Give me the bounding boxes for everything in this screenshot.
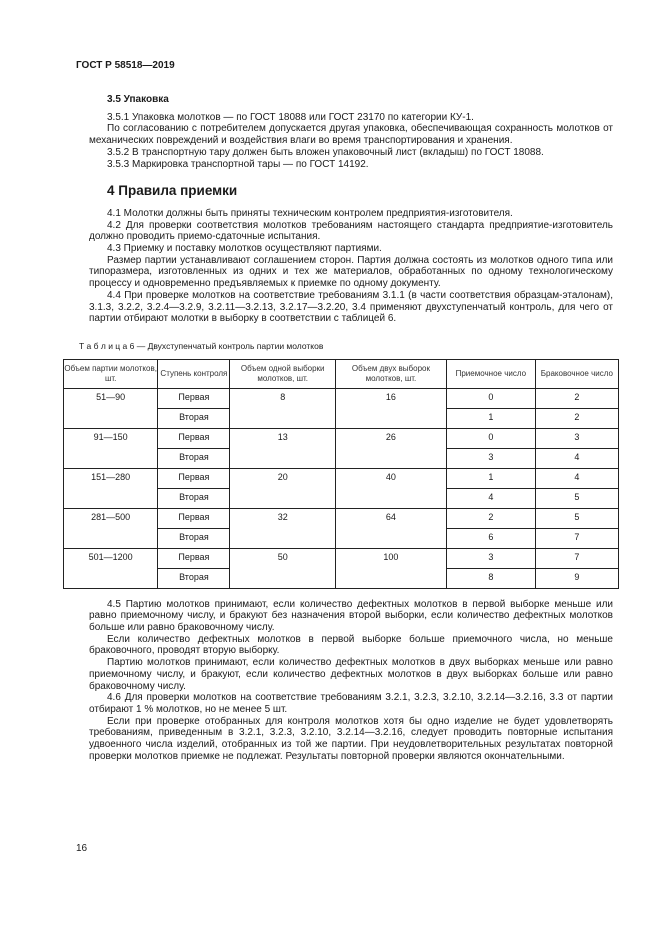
table-row <box>64 428 619 448</box>
two-samples-cell: 16 <box>335 388 446 428</box>
table-6 <box>63 359 619 589</box>
paragraph: 3.5.2 В транспортную тару должен быть вложен упаковочный лист (вкладыш) по ГОСТ 18088. <box>107 146 544 158</box>
table-caption: Т а б л и ц а 6 — Двухступенчатый контроль партии молотков <box>79 340 324 351</box>
acceptance-cell: 3 <box>446 448 535 468</box>
column-header: Объем двух выборок молотков, шт. <box>335 359 446 388</box>
rejection-cell: 4 <box>535 468 618 488</box>
stage-cell: Вторая <box>158 528 230 548</box>
lot-size-cell: 281—500 <box>64 508 158 548</box>
stage-cell: Первая <box>158 428 230 448</box>
acceptance-cell: 4 <box>446 488 535 508</box>
rejection-cell: 3 <box>535 428 618 448</box>
rejection-cell: 9 <box>535 568 618 588</box>
paragraph: 4.4 При проверке молотков на соответствие требованиям 3.1.1 (в части соответствия образцам-эталонам), 3.1.3, 3.2.2, 3.2.4—3.2.9, 3.2.11—3.2.13, 3.2.17—3.2.20, 3.4 применяют двухступенчатый контроль, для чего от партии отбирают молотки в выборку в соответствии с таблицей 6. <box>89 289 613 325</box>
paragraph: 4.2 Для проверки соответствия молотков требованиям настоящего стандарта предприятие-изготовитель должно проводить приемо-сдаточные испытания. <box>89 219 613 243</box>
stage-cell: Первая <box>158 548 230 568</box>
column-header: Объем одной выборки молотков, шт. <box>230 359 335 388</box>
paragraph: Если количество дефектных молотков в первой выборке больше приемочного числа, но меньше браковочного, проводят вторую выборку. <box>89 633 613 657</box>
two-samples-cell: 100 <box>335 548 446 588</box>
rejection-cell: 2 <box>535 408 618 428</box>
stage-cell: Первая <box>158 388 230 408</box>
page-number: 16 <box>76 843 88 854</box>
paragraph: Если при проверке отобранных для контроля молотков хотя бы одно изделие не будет удовлетворять требованиям, приведенным в 3.2.1, 3.2.3, 3.2.10, 3.2.14—3.2.16, следует проводить повторные испытания удвоенного числа изделий, отобранных из той же партии. При неудовлетворительных результатах повторной проверки молотков приемке не подлежат. Результаты повторной проверки являются окончательными. <box>89 715 613 762</box>
stage-cell: Вторая <box>158 568 230 588</box>
column-header: Ступень контроля <box>158 359 230 388</box>
paragraph: 4.6 Для проверки молотков на соответствие требованиям 3.2.1, 3.2.3, 3.2.10, 3.2.14—3.2.16, 3.3 от партии отбирают 1 % молотков, но не менее 5 шт. <box>89 692 613 715</box>
paragraph: Размер партии устанавливают соглашением сторон. Партия должна состоять из молотков одного типа или типоразмера, изготовленных из одних и тех же материалов, обработанных по одному технологическому процессу и одновременно предъявляемых к приемке по одному документу. <box>89 254 613 290</box>
table-header-row <box>64 359 619 388</box>
stage-cell: Вторая <box>158 488 230 508</box>
one-sample-cell: 13 <box>230 428 335 468</box>
rejection-cell: 2 <box>535 388 618 408</box>
paragraph: По согласованию с потребителем допускается другая упаковка, обеспечивающая сохранность молотков от механических повреждений и воздействия влаги во время транспортирования и хранения. <box>89 123 613 147</box>
paragraph: 4.5 Партию молотков принимают, если количество дефектных молотков в первой выборке меньше или равно приемочному числу, и бракуют без назначения второй выборки, если количество дефектных молотков больше или равно браковочному числу. <box>89 598 613 634</box>
stage-cell: Первая <box>158 468 230 488</box>
acceptance-cell: 1 <box>446 408 535 428</box>
acceptance-cell: 2 <box>446 508 535 528</box>
paragraph: Партию молотков принимают, если количество дефектных молотков в двух выборках меньше или равно приемочному числу, и бракуют, если количество дефектных молотков в двух выборках больше или равно браковочному числу. <box>89 657 613 692</box>
rejection-cell: 7 <box>535 548 618 568</box>
table-row <box>64 508 619 528</box>
one-sample-cell: 32 <box>230 508 335 548</box>
document-header: ГОСТ Р 58518—2019 <box>76 60 175 71</box>
acceptance-cell: 3 <box>446 548 535 568</box>
two-samples-cell: 40 <box>335 468 446 508</box>
column-header: Браковочное число <box>535 359 618 388</box>
column-header: Объем партии молотков, шт. <box>64 359 158 388</box>
two-samples-cell: 26 <box>335 428 446 468</box>
acceptance-cell: 0 <box>446 388 535 408</box>
table-row <box>64 388 619 408</box>
rejection-cell: 4 <box>535 448 618 468</box>
rejection-cell: 5 <box>535 508 618 528</box>
stage-cell: Вторая <box>158 448 230 468</box>
page-content <box>64 94 613 763</box>
lot-size-cell: 501—1200 <box>64 548 158 588</box>
section-4-title: 4 Правила приемки <box>107 183 238 199</box>
acceptance-cell: 6 <box>446 528 535 548</box>
two-samples-cell: 64 <box>335 508 446 548</box>
stage-cell: Вторая <box>158 408 230 428</box>
column-header: Приемочное число <box>446 359 535 388</box>
paragraph: 4.1 Молотки должны быть приняты техническим контролем предприятия-изготовителя. <box>107 207 513 219</box>
table-row <box>64 548 619 568</box>
acceptance-cell: 8 <box>446 568 535 588</box>
acceptance-cell: 1 <box>446 468 535 488</box>
lot-size-cell: 151—280 <box>64 468 158 508</box>
one-sample-cell: 8 <box>230 388 335 428</box>
table-row <box>64 468 619 488</box>
paragraph: 3.5.3 Маркировка транспортной тары — по ГОСТ 14192. <box>107 158 369 170</box>
lot-size-cell: 91—150 <box>64 428 158 468</box>
acceptance-cell: 0 <box>446 428 535 448</box>
rejection-cell: 5 <box>535 488 618 508</box>
paragraph: 3.5.1 Упаковка молотков — по ГОСТ 18088 или ГОСТ 23170 по категории КУ-1. <box>107 111 474 123</box>
one-sample-cell: 20 <box>230 468 335 508</box>
stage-cell: Первая <box>158 508 230 528</box>
one-sample-cell: 50 <box>230 548 335 588</box>
paragraph: 4.3 Приемку и поставку молотков осуществляют партиями. <box>107 243 382 255</box>
after-table-text <box>89 599 613 763</box>
rejection-cell: 7 <box>535 528 618 548</box>
section-3-5-title: 3.5 Упаковка <box>107 94 169 105</box>
lot-size-cell: 51—90 <box>64 388 158 428</box>
